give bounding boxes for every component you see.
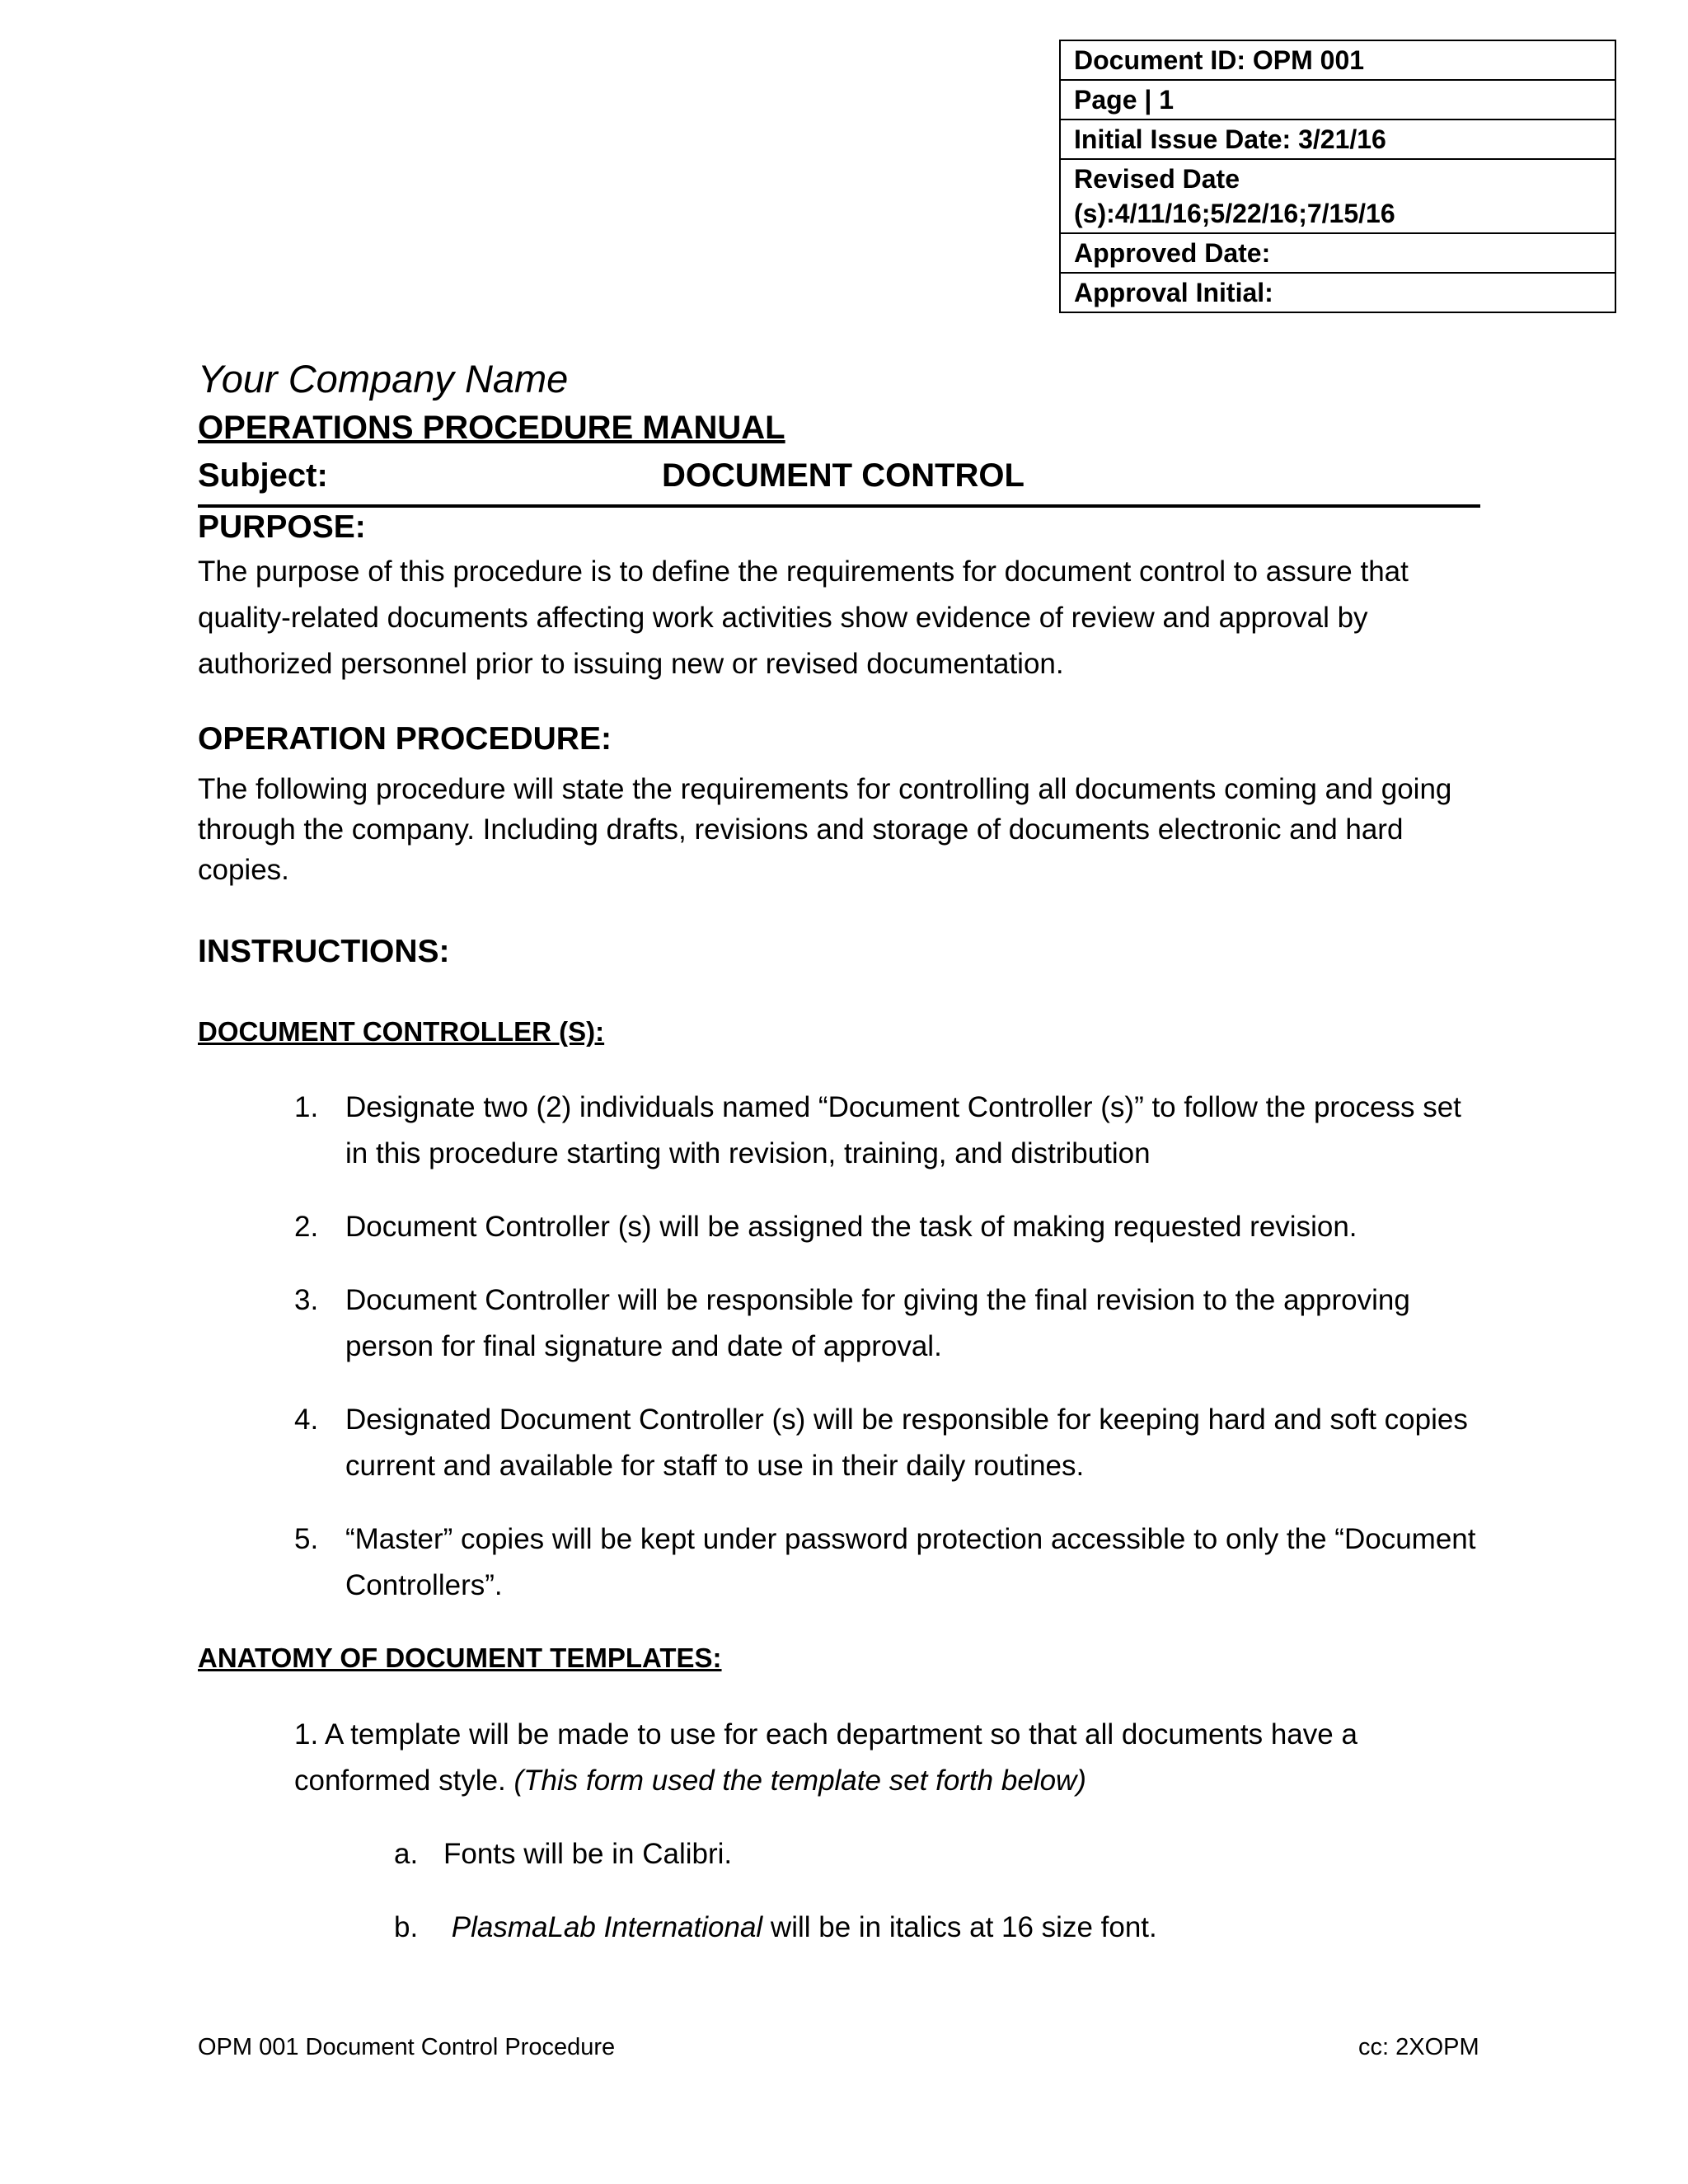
list-item-text: Document Controller will be responsible for giving the final revision to the approving person for final signature and date of approval. — [345, 1284, 1410, 1362]
list-item-text: Designate two (2) individuals named “Document Controller (s)” to follow the process set in this procedure starting with revision, training, and distribution — [345, 1091, 1461, 1169]
document-controllers-heading: DOCUMENT CONTROLLER (S): — [198, 1016, 605, 1047]
list-item-number: 4. — [294, 1404, 319, 1436]
page-number-cell: Page | 1 — [1060, 80, 1615, 120]
purpose-text: The purpose of this procedure is to define the requirements for document control to assure that quality-related documents affecting work activities show evidence of review and approval by authorized personnel prior to issuing new or revised documentation. — [198, 555, 1409, 680]
sub-item-label: b. — [394, 1911, 419, 1943]
operation-procedure-text: The following procedure will state the requirements for controlling all documents coming and going through the company. Including drafts, revisions and storage of documents electronic and hard copies. — [198, 773, 1452, 886]
revised-dates-value: (s):4/11/16;5/22/16;7/15/16 — [1074, 199, 1395, 228]
company-name: Your Company Name — [198, 357, 569, 401]
document-id-cell: Document ID: OPM 001 — [1060, 40, 1615, 80]
template-sub-item-a — [394, 1838, 732, 1871]
header-divider — [198, 504, 1480, 508]
list-item-number: 1. — [294, 1091, 319, 1123]
instructions-heading: INSTRUCTIONS: — [198, 934, 450, 969]
sub-item-label: a. — [394, 1838, 419, 1870]
list-item-text: Designated Document Controller (s) will be responsible for keeping hard and soft copies current and available for staff to use in their daily routines. — [345, 1404, 1468, 1482]
template-instruction — [294, 1712, 1481, 1804]
sub-item-text: Fonts will be in Calibri. — [443, 1838, 733, 1870]
footer-document-title: OPM 001 Document Control Procedure — [198, 2034, 616, 2060]
template-instruction-note: (This form used the template set forth below) — [513, 1765, 1086, 1797]
approval-initial-cell: Approval Initial: — [1060, 273, 1615, 312]
revised-dates-cell — [1060, 159, 1615, 233]
list-item-number: 3. — [294, 1284, 319, 1316]
sub-item-text: will be in italics at 16 size font. — [762, 1911, 1157, 1943]
list-item-number: 5. — [294, 1523, 319, 1555]
subject-label: Subject: — [198, 457, 328, 494]
list-item-number: 2. — [294, 1211, 319, 1243]
subject-row — [198, 457, 1480, 500]
purpose-heading: PURPOSE: — [198, 509, 366, 545]
revised-dates-label: Revised Date — [1074, 164, 1240, 194]
list-item-text: Document Controller (s) will be assigned the task of making requested revision. — [345, 1211, 1357, 1243]
initial-issue-date-cell: Initial Issue Date: 3/21/16 — [1060, 120, 1615, 159]
list-item-text: “Master” copies will be kept under password protection accessible to only the “Document Controllers”. — [345, 1523, 1476, 1601]
anatomy-heading: ANATOMY OF DOCUMENT TEMPLATES: — [198, 1643, 722, 1673]
manual-title: OPERATIONS PROCEDURE MANUAL — [198, 410, 785, 446]
document-info-table — [1059, 40, 1616, 313]
footer-cc: cc: 2XOPM — [1358, 2034, 1479, 2060]
sub-item-italic-text: PlasmaLab International — [451, 1911, 763, 1943]
subject-value: DOCUMENT CONTROL — [662, 457, 1025, 494]
operation-procedure-heading: OPERATION PROCEDURE: — [198, 721, 612, 757]
template-instruction-text: 1. A template will be made to use for each department so that all documents have a conformed style. — [294, 1718, 1357, 1797]
approved-date-cell: Approved Date: — [1060, 233, 1615, 273]
template-sub-item-b — [394, 1911, 1157, 1944]
